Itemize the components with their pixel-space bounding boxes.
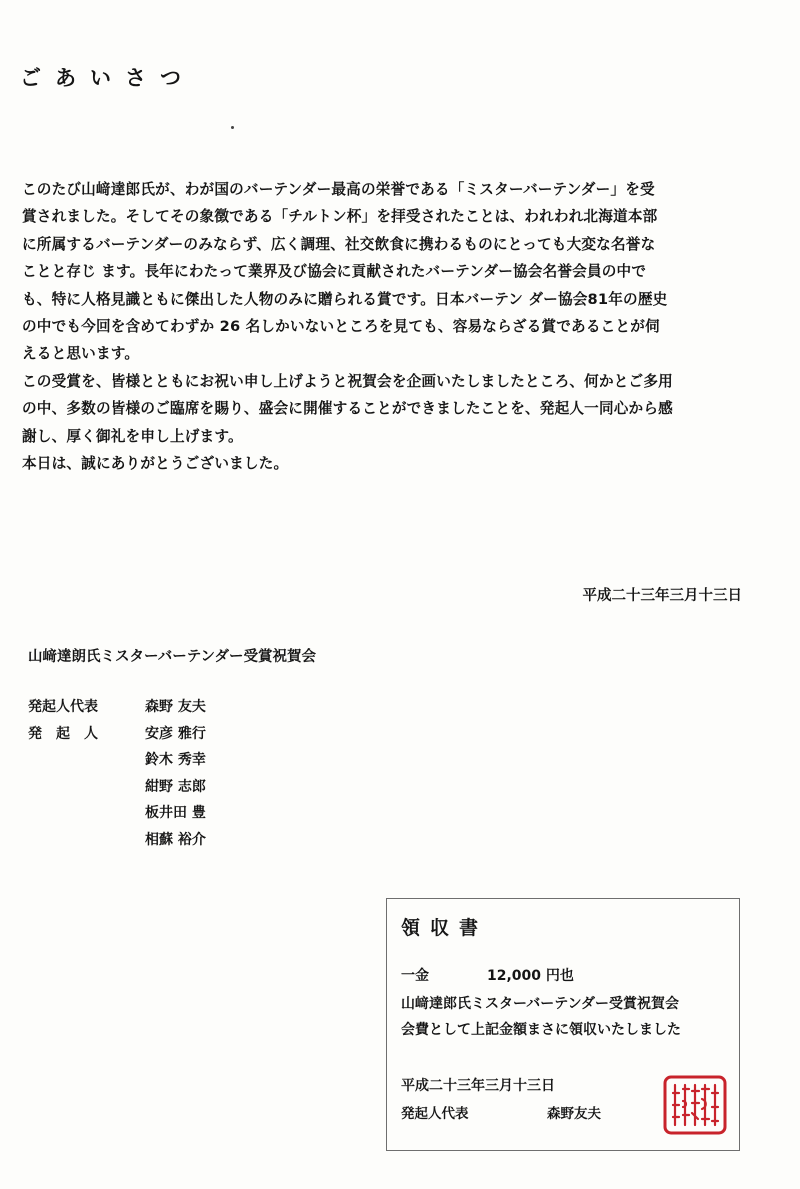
receipt-box xyxy=(386,898,740,1151)
receipt-representative xyxy=(401,1102,601,1122)
body-line: 賞されました。そしてその象徴である「チルトン杯」を拝受されたことは、われわれ北海道本部 xyxy=(22,208,658,226)
promoter-list xyxy=(28,696,206,855)
promoter-role: 発起人代表 xyxy=(28,699,98,715)
receipt-date: 平成二十三年三月十三日 xyxy=(401,1078,555,1094)
promoter-name: 安彦 雅行 xyxy=(145,725,206,742)
promoter-row xyxy=(28,776,206,803)
promoter-row xyxy=(28,749,206,776)
promoter-name: 相蘇 裕介 xyxy=(145,831,206,848)
promoter-row xyxy=(28,802,206,829)
receipt-title: 領収書 xyxy=(401,917,489,939)
page-title: ごあいさつ xyxy=(20,66,195,90)
amount-label: 一金 xyxy=(401,968,429,984)
promoter-name: 鈴木 秀幸 xyxy=(145,752,206,768)
document-date: 平成二十三年三月十三日 xyxy=(582,588,742,604)
body-line: に所属するバーテンダーのみならず、広く調理、社交飲食に携わるものにとっても大変な名誉な xyxy=(22,235,656,253)
scan-speck xyxy=(231,126,234,129)
greeting-body xyxy=(22,176,750,477)
rep-name: 森野友夫 xyxy=(547,1106,601,1122)
promoter-name: 板井田 豊 xyxy=(145,805,206,821)
body-line: の中でも今回を含めてわずか 26 名しかいないところを見ても、容易ならざる賞であることが伺 xyxy=(22,318,660,336)
promoter-role xyxy=(28,829,145,856)
promoter-role xyxy=(28,776,145,803)
promoter-row xyxy=(28,829,206,856)
body-line: えると思います。 xyxy=(22,345,140,363)
body-line: も、特に人格見識ともに傑出した人物のみに贈られる賞です。日本バーテン ダー協会81年の歴史 xyxy=(22,290,668,308)
organization-name: 山﨑達朗氏ミスターバーテンダー受賞祝賀会 xyxy=(28,649,316,665)
amount-value: 12,000 円也 xyxy=(487,968,574,984)
body-line: の中、多数の皆様のご臨席を賜り、盛会に開催することができましたことを、発起人一同心から感 xyxy=(22,400,673,418)
promoter-role: 発 起 人 xyxy=(28,725,98,742)
body-line: このたび山﨑達郎氏が、わが国のバーテンダー最高の栄誉である「ミスターバーテンダー」を受 xyxy=(22,181,655,198)
receipt-amount-row xyxy=(401,965,574,985)
receipt-statement: 会費として上記金額まさに領収いたしました xyxy=(401,1022,681,1038)
red-seal-stamp-icon xyxy=(663,1075,727,1135)
promoter-role xyxy=(28,802,145,829)
receipt-purpose: 山﨑達郎氏ミスターバーテンダー受賞祝賀会 xyxy=(401,996,680,1012)
promoter-row xyxy=(28,696,206,723)
promoter-name: 森野 友夫 xyxy=(145,699,206,715)
promoter-role xyxy=(28,749,145,776)
promoter-name: 紺野 志郎 xyxy=(145,778,206,795)
body-line: 本日は、誠にありがとうございました。 xyxy=(22,455,289,473)
promoter-row xyxy=(28,723,206,750)
rep-label: 発起人代表 xyxy=(401,1106,469,1122)
body-line: この受賞を、皆様とともにお祝い申し上げようと祝賀会を企画いたしましたところ、何かとご多用 xyxy=(22,372,673,390)
body-line: ことと存じ ます。長年にわたって業界及び協会に貢献されたバーテンダー協会名誉会員の中で xyxy=(22,263,647,281)
body-line: 謝し、厚く御礼を申し上げます。 xyxy=(22,427,243,445)
